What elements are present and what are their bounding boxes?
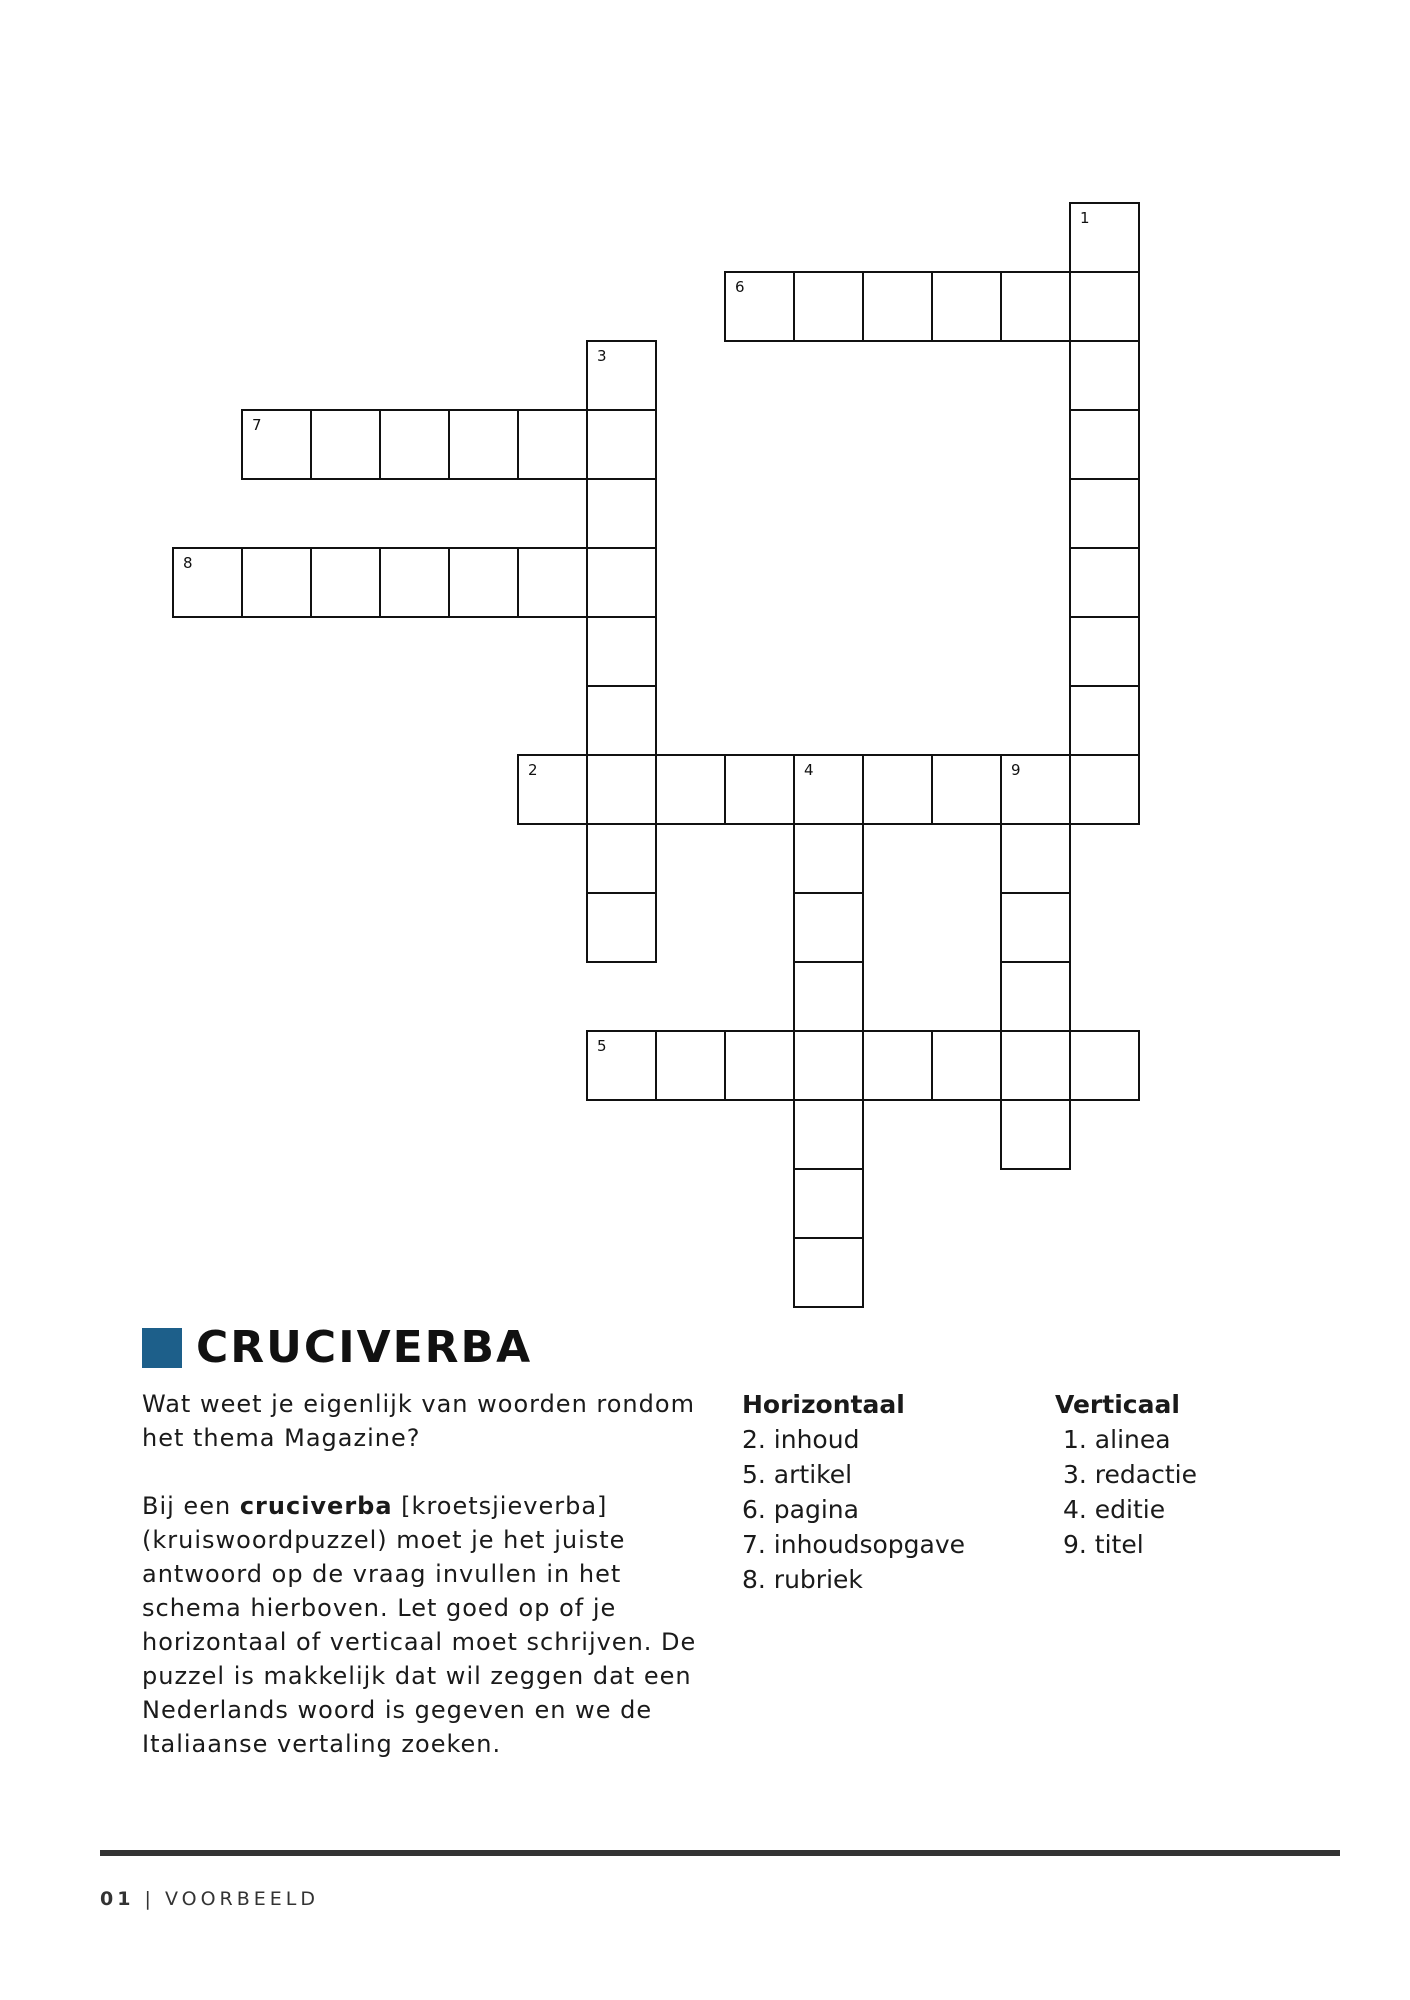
crossword-cell[interactable]: [1069, 202, 1140, 273]
clue-item: 4. editie: [1063, 1495, 1166, 1524]
crossword-cell[interactable]: [586, 340, 657, 411]
crossword-cell[interactable]: [655, 754, 726, 825]
crossword-cell[interactable]: [586, 409, 657, 480]
crossword-cell[interactable]: [793, 961, 864, 1032]
crossword-cell[interactable]: [586, 478, 657, 549]
instructions-bold-term: cruciverba: [239, 1492, 393, 1520]
crossword-cell[interactable]: [241, 409, 312, 480]
crossword-cell[interactable]: [586, 892, 657, 963]
crossword-cell[interactable]: [1069, 1030, 1140, 1101]
crossword-cell[interactable]: [310, 409, 381, 480]
crossword-cell[interactable]: [793, 1099, 864, 1170]
crossword-cell[interactable]: [793, 1168, 864, 1239]
crossword-cell[interactable]: [586, 754, 657, 825]
crossword-cell[interactable]: [1000, 892, 1071, 963]
intro-question: Wat weet je eigenlijk van woorden rondom het thema Magazine?: [142, 1390, 695, 1452]
crossword-cell[interactable]: [862, 754, 933, 825]
clues-horizontal: [742, 1387, 965, 1597]
clues-vertical: [1055, 1387, 1197, 1562]
clue-item: 2. inhoud: [742, 1425, 860, 1454]
instructions-text-start: Bij een: [142, 1492, 240, 1520]
clue-item: 5. artikel: [742, 1460, 853, 1489]
crossword-cell[interactable]: [586, 547, 657, 618]
footer-divider: [100, 1850, 1340, 1856]
crossword-cell[interactable]: [793, 823, 864, 894]
crossword-cell[interactable]: [931, 1030, 1002, 1101]
crossword-cell[interactable]: [724, 271, 795, 342]
accent-square: [142, 1328, 182, 1368]
crossword-cell[interactable]: [586, 823, 657, 894]
crossword-cell[interactable]: [1069, 616, 1140, 687]
crossword-cell[interactable]: [1069, 271, 1140, 342]
page-title: CRUCIVERBA: [196, 1322, 533, 1373]
crossword-cell[interactable]: [241, 547, 312, 618]
crossword-cell[interactable]: [793, 754, 864, 825]
clue-item: 7. inhoudsopgave: [742, 1530, 965, 1559]
vertical-heading: Verticaal: [1055, 1390, 1180, 1419]
crossword-cell[interactable]: [1000, 271, 1071, 342]
crossword-cell[interactable]: [1000, 754, 1071, 825]
crossword-cell[interactable]: [517, 547, 588, 618]
crossword-cell[interactable]: [586, 685, 657, 756]
clue-number: 4: [804, 761, 814, 779]
crossword-cell[interactable]: [1069, 547, 1140, 618]
crossword-cell[interactable]: [862, 271, 933, 342]
clue-number: 1: [1080, 209, 1090, 227]
crossword-cell[interactable]: [1000, 1030, 1071, 1101]
clue-item: 8. rubriek: [742, 1565, 863, 1594]
crossword-cell[interactable]: [1069, 409, 1140, 480]
crossword-cell[interactable]: [310, 547, 381, 618]
crossword-cell[interactable]: [172, 547, 243, 618]
crossword-cell[interactable]: [379, 409, 450, 480]
crossword-cell[interactable]: [1000, 1099, 1071, 1170]
instructions-text-end: [kroetsjieverba] (kruiswoordpuzzel) moet je het juiste antwoord op de vraag invullen in het schema hierboven. Let goed op of je horizontaal of verticaal moet schrijven. De puzzel is makkelijk dat wil zeggen dat een Nederlands woord is gegeven en we de Italiaanse vertaling zoeken.: [142, 1492, 697, 1758]
crossword-cell[interactable]: [793, 892, 864, 963]
clue-number: 2: [528, 761, 538, 779]
crossword-cell[interactable]: [517, 754, 588, 825]
clue-number: 3: [597, 347, 607, 365]
footer-separator: |: [144, 1888, 155, 1910]
crossword-cell[interactable]: [793, 271, 864, 342]
crossword-cell[interactable]: [655, 1030, 726, 1101]
horizontal-heading: Horizontaal: [742, 1390, 905, 1419]
intro-instructions: [142, 1489, 702, 1761]
title-row: [142, 1322, 532, 1373]
clue-item: 1. alinea: [1063, 1425, 1171, 1454]
crossword-cell[interactable]: [448, 409, 519, 480]
crossword-cell[interactable]: [862, 1030, 933, 1101]
crossword-cell[interactable]: [379, 547, 450, 618]
clue-number: 9: [1011, 761, 1021, 779]
crossword-cell[interactable]: [1000, 961, 1071, 1032]
clue-item: 9. titel: [1063, 1530, 1144, 1559]
crossword-cell[interactable]: [1069, 478, 1140, 549]
crossword-cell[interactable]: [724, 754, 795, 825]
crossword-cell[interactable]: [586, 616, 657, 687]
crossword-cell[interactable]: [931, 754, 1002, 825]
clue-number: 7: [252, 416, 262, 434]
crossword-cell[interactable]: [1000, 823, 1071, 894]
crossword-cell[interactable]: [1069, 754, 1140, 825]
crossword-cell[interactable]: [724, 1030, 795, 1101]
page-number: 01: [100, 1888, 135, 1910]
footer: [100, 1888, 319, 1910]
intro-text: [142, 1387, 702, 1761]
clue-number: 8: [183, 554, 193, 572]
clue-item: 6. pagina: [742, 1495, 859, 1524]
crossword-cell[interactable]: [1069, 340, 1140, 411]
crossword-cell[interactable]: [586, 1030, 657, 1101]
crossword-cell[interactable]: [1069, 685, 1140, 756]
crossword-cell[interactable]: [931, 271, 1002, 342]
crossword-cell[interactable]: [517, 409, 588, 480]
crossword-cell[interactable]: [793, 1237, 864, 1308]
clue-number: 5: [597, 1037, 607, 1055]
clue-item: 3. redactie: [1063, 1460, 1197, 1489]
crossword-cell[interactable]: [448, 547, 519, 618]
crossword-cell[interactable]: [793, 1030, 864, 1101]
clue-number: 6: [735, 278, 745, 296]
section-name: VOORBEELD: [164, 1888, 319, 1910]
